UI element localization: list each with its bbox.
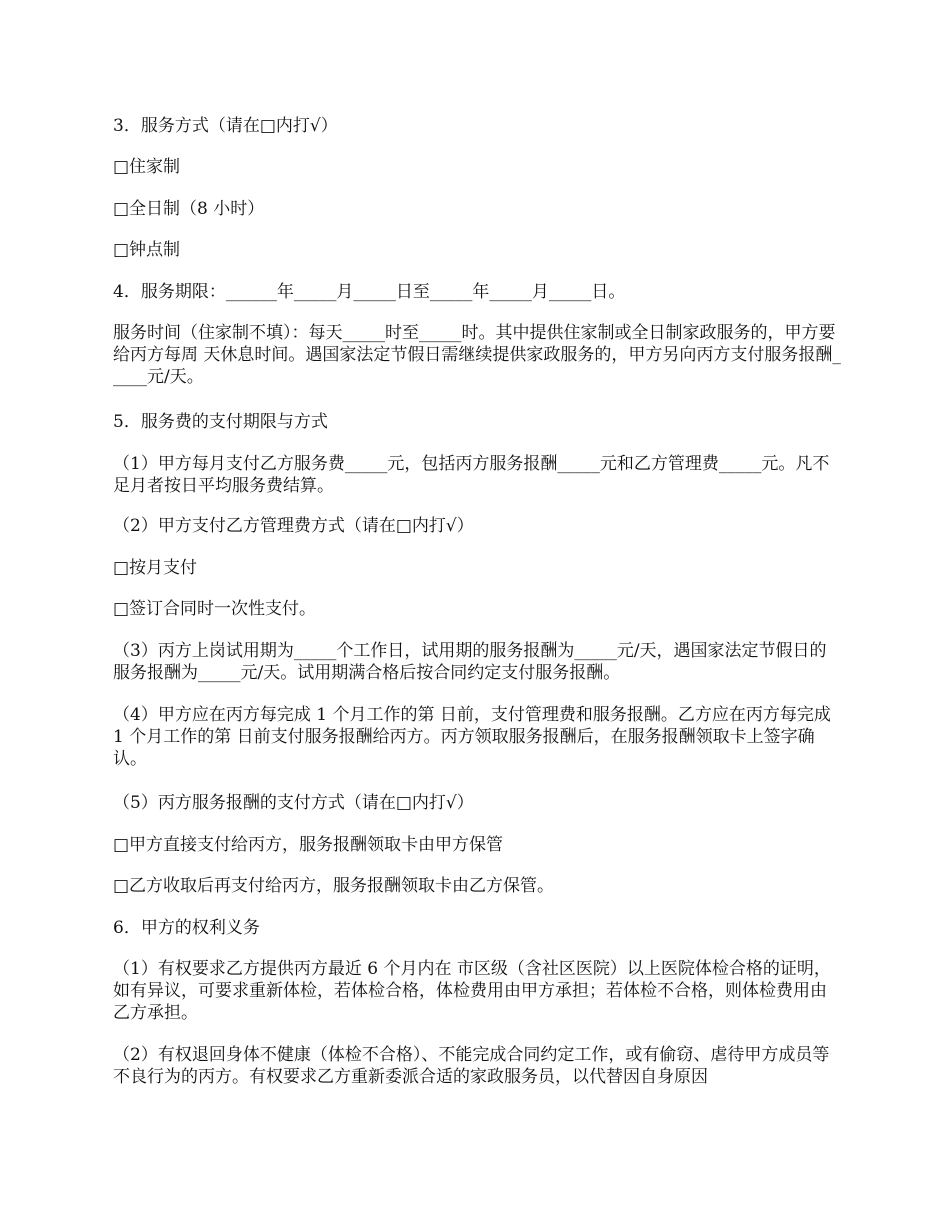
section-6-heading: 6．甲方的权利义务: [113, 918, 260, 938]
option-agency-payment: □乙方收取后再支付给丙方，服务报酬领取卡由乙方保管。: [113, 876, 555, 896]
clause-5-1: （1）甲方每月支付乙方服务费_____元，包括丙方服务报酬_____元和乙方管理费_____元。凡不足月者按日平均服务费结算。: [113, 454, 830, 496]
option-live-in: □住家制: [113, 157, 181, 177]
clause-6-1: （1）有权要求乙方提供丙方最近 6 个月内在 市区级（含社区医院）以上医院体检合格的证明，如有异议，可要求重新体检，若体检合格，体检费用由甲方承担；若体检不合格，则体检费用由乙方承担。: [113, 959, 831, 1023]
section-4-service-period: 4．服务期限：______年_____月_____日至_____年_____月_____日。: [113, 282, 626, 302]
section-3-heading: 3．服务方式（请在□内打√）: [113, 116, 338, 136]
service-hours-paragraph: 服务时间（住家制不填）：每天_____时至_____时。其中提供住家制或全日制家政服务的，甲方要给丙方每周 天休息时间。遇国家法定节假日需继续提供家政服务的，甲方另向丙方支付服务报酬_____元/天。: [113, 323, 841, 387]
clause-6-2: （2）有权退回身体不健康（体检不合格）、不能完成合同约定工作，或有偷窃、虐待甲方成员等不良行为的丙方。有权要求乙方重新委派合适的家政服务员，以代替因自身原因: [113, 1045, 830, 1087]
section-5-heading: 5．服务费的支付期限与方式: [113, 412, 328, 432]
clause-5-5: （5）丙方服务报酬的支付方式（请在□内打√）: [113, 793, 474, 813]
option-hourly: □钟点制: [113, 240, 181, 260]
option-lump-sum-payment: □签订合同时一次性支付。: [113, 599, 317, 619]
clause-5-2: （2）甲方支付乙方管理费方式（请在□内打√）: [113, 516, 474, 536]
option-direct-payment: □甲方直接支付给丙方，服务报酬领取卡由甲方保管: [113, 835, 504, 855]
clause-5-3: （3）丙方上岗试用期为_____个工作日，试用期的服务报酬为_____元/天，遇国家法定节假日的服务报酬为_____元/天。试用期满合格后按合同约定支付服务报酬。: [113, 641, 827, 683]
option-full-day: □全日制（8 小时）: [113, 199, 265, 219]
option-monthly-payment: □按月支付: [113, 558, 198, 578]
clause-5-4: （4）甲方应在丙方每完成 1 个月工作的第 日前，支付管理费和服务报酬。乙方应在丙方每完成 1 个月工作的第 日前支付服务报酬给丙方。丙方领取服务报酬后，在服务报酬领取卡上签字确认。: [113, 705, 837, 769]
